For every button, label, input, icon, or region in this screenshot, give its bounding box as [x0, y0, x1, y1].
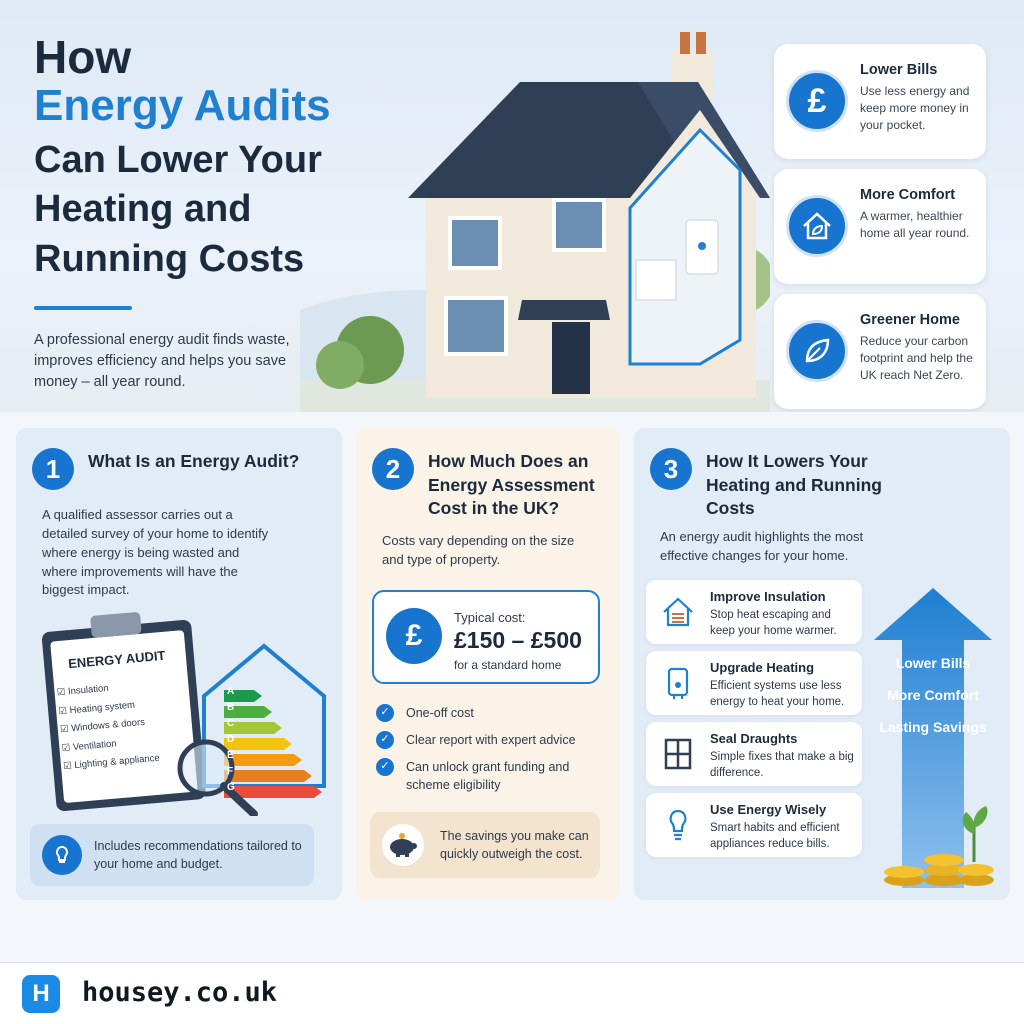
cost-note: for a standard home	[454, 658, 562, 672]
clipboard-item: ☑ Heating system	[58, 699, 136, 717]
lightbulb-icon	[42, 835, 82, 875]
check-icon: ✓	[376, 731, 394, 749]
pound-icon: £	[386, 608, 442, 664]
tip-title: Use Energy Wisely	[710, 802, 827, 817]
boiler-icon	[658, 663, 698, 703]
benefit-title: Greener Home	[860, 312, 960, 328]
arrow-labels	[872, 654, 994, 751]
recommendations-callout	[30, 824, 314, 886]
window-icon	[658, 734, 698, 774]
arrow-label: Lower Bills	[895, 655, 971, 671]
savings-callout	[370, 812, 600, 878]
tip-desc: Smart habits and efficient appliances reduce bills.	[710, 822, 840, 851]
tip-card-heating	[646, 651, 862, 715]
hero-subtitle: A professional energy audit finds waste, improves efficiency and helps you save money – all year round.	[34, 332, 290, 391]
section-how-it-lowers-costs	[634, 428, 1010, 900]
benefit-desc: Use less energy and keep more money in your pocket.	[860, 84, 970, 132]
benefit-title: More Comfort	[860, 187, 956, 203]
tip-card-energy-wisely	[646, 793, 862, 857]
section-assessment-cost	[356, 428, 620, 900]
tip-desc: Efficient systems use less energy to heat your home.	[710, 680, 845, 709]
cost-benefits-list	[376, 704, 606, 804]
footer	[0, 962, 1024, 1024]
section-desc: An energy audit highlights the most effective changes for your home.	[660, 529, 864, 563]
callout-text: The savings you make can quickly outweigh the cost.	[440, 829, 589, 861]
benefit-desc: Reduce your carbon footprint and help the UK reach Net Zero.	[860, 334, 973, 382]
tip-title: Improve Insulation	[710, 589, 826, 604]
list-item: ✓ One-off cost	[376, 704, 606, 722]
insulation-house-icon	[658, 592, 698, 632]
section-title: How It Lowers Your Heating and Running Costs	[706, 451, 882, 519]
benefit-card-greener-home	[774, 294, 986, 409]
list-item: ✓ Clear report with expert advice	[376, 731, 606, 749]
clipboard-checklist	[56, 676, 160, 777]
housey-logo-icon: H	[22, 975, 60, 1013]
hero-banner	[0, 0, 1024, 412]
clipboard-item: ☑ Lighting & appliance	[62, 752, 161, 773]
hero-title-rest: Can Lower Your Heating and Running Costs	[34, 139, 322, 280]
section-title: How Much Does an Energy Assessment Cost in the UK?	[428, 451, 595, 519]
list-item: ✓ Can unlock grant funding and scheme eligibility	[376, 758, 606, 794]
tip-desc: Simple fixes that make a big difference.	[710, 751, 854, 780]
brand-link[interactable]: housey.co.uk	[82, 977, 278, 1008]
house-illustration	[300, 20, 770, 412]
benefit-card-lower-bills	[774, 44, 986, 159]
tip-desc: Stop heat escaping and keep your home warmer.	[710, 609, 837, 638]
cost-value: £150 – £500	[454, 627, 582, 653]
hero-divider	[34, 306, 132, 310]
benefit-card-more-comfort	[774, 169, 986, 284]
check-icon: ✓	[376, 758, 394, 776]
section-number: 3	[650, 448, 692, 490]
tip-title: Upgrade Heating	[710, 660, 815, 675]
clipboard-item: ☑ Ventilation	[61, 737, 118, 754]
section-desc: Costs vary depending on the size and type of property.	[382, 533, 575, 567]
cost-label: Typical cost:	[454, 610, 526, 625]
callout-text: Includes recommendations tailored to your home and budget.	[94, 839, 302, 871]
benefit-title: Lower Bills	[860, 62, 938, 78]
clipboard-item: ☑ Windows & doors	[59, 716, 146, 736]
tip-title: Seal Draughts	[710, 731, 798, 746]
section-desc: A qualified assessor carries out a detailed survey of your home to identify where energy is being wasted and where improvements will have the biggest impact.	[42, 507, 269, 598]
clipboard-title: ENERGY AUDIT	[67, 647, 166, 672]
energy-rating-labels: A B C D E F G	[227, 686, 235, 793]
benefit-desc: A warmer, healthier home all year round.	[860, 209, 970, 240]
hero-title-highlight: Energy Audits	[34, 81, 331, 130]
benefits-list	[774, 44, 986, 412]
section-what-is-audit	[16, 428, 342, 900]
savings-tips-list	[646, 580, 862, 864]
house-leaf-icon	[786, 195, 848, 257]
pound-icon: £	[786, 70, 848, 132]
piggy-bank-icon	[382, 824, 424, 866]
section-number: 1	[32, 448, 74, 490]
arrow-label: Lasting Savings	[879, 719, 987, 736]
hero-title-line1: How	[34, 31, 132, 83]
tip-card-draughts	[646, 722, 862, 786]
leaf-icon	[786, 320, 848, 382]
check-icon: ✓	[376, 704, 394, 722]
lightbulb-icon	[658, 805, 698, 845]
section-title: What Is an Energy Audit?	[88, 451, 300, 471]
section-number: 2	[372, 448, 414, 490]
tip-card-insulation	[646, 580, 862, 644]
typical-cost-card	[372, 590, 600, 684]
arrow-label: More Comfort	[887, 687, 979, 704]
clipboard-item: ☑ Insulation	[56, 682, 110, 699]
